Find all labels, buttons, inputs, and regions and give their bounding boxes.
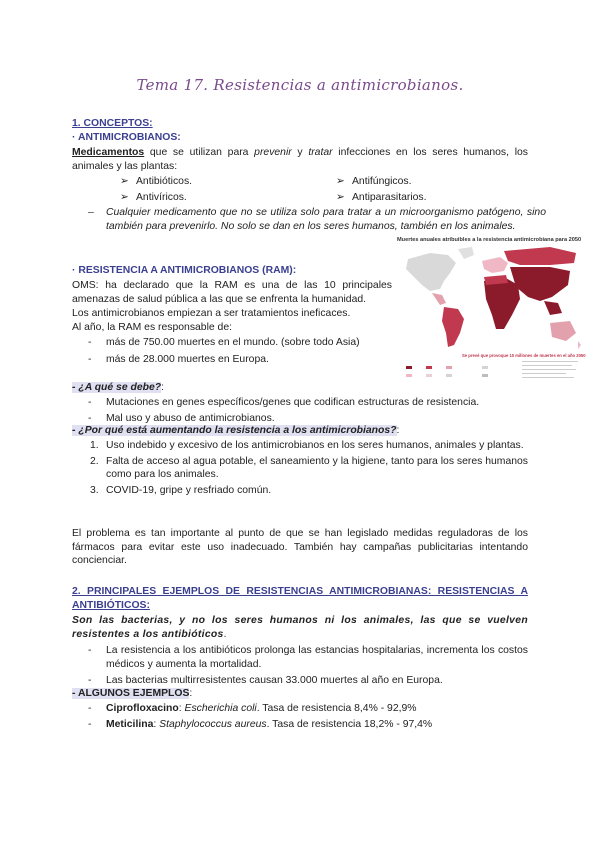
section-2-lead (72, 614, 528, 641)
example-rate: . Tasa de resistencia 8,4% - 92,9% (256, 703, 417, 714)
region-greenland (458, 247, 474, 259)
map-subcaption: Se prevé que provoque 10 millones de muertes en el año 2050 (462, 353, 586, 358)
examples-heading (72, 687, 192, 701)
region-europe (482, 257, 508, 273)
question-increase: - ¿Por qué está aumentando la resistencia a los antimicrobianos?: (72, 425, 400, 436)
type-label: Antifúngicos. (352, 176, 412, 187)
ram-paragraph-2: Los antimicrobianos empiezan a ser tratamientos ineficaces. (72, 308, 351, 319)
examples-colon: : (189, 688, 193, 699)
example-sep: : (153, 718, 160, 730)
page-title: Tema 17. Resistencias a antimicrobianos. (136, 76, 464, 94)
type-label: Antibióticos. (136, 176, 193, 187)
legend-line (522, 365, 572, 366)
arrow-icon: ➢ (120, 176, 129, 187)
ram-paragraph-1: OMS: ha declarado que la RAM es una de las 10 principales amenazas de salud pública a las que se enfrenta la humanidad. (72, 280, 392, 305)
list-item (72, 336, 392, 350)
region-russia (504, 247, 576, 265)
definition-text-a: que se utilizan para (144, 147, 255, 158)
legend-line (522, 377, 574, 378)
subheading-antimicrobianos: · ANTIMICROBIANOS: (72, 132, 181, 143)
legend-swatch (446, 365, 453, 369)
list-item-text: Falta de acceso al agua potable, el saneamiento y la higiene, tanto para los seres humanos como para los animales. (106, 455, 528, 480)
example-item (72, 718, 528, 732)
type-item (336, 191, 427, 205)
legend-swatch (482, 373, 489, 377)
list-item (72, 412, 528, 426)
question-increase-text: - ¿Por qué está aumentando la resistencia a los antimicrobianos? (72, 425, 397, 436)
legend-swatch (406, 365, 413, 369)
legend-swatch (482, 365, 489, 369)
question-why-text: - ¿A qué se debe? (72, 382, 162, 393)
world-map-figure (397, 237, 586, 384)
arrow-icon: ➢ (336, 192, 345, 203)
list-item: 3. COVID-19, gripe y resfriado común. (90, 484, 272, 496)
list-item-text: Mal uso y abuso de antimicrobianos. (106, 412, 275, 424)
ram-list (72, 336, 392, 366)
dash-marker: – (88, 207, 94, 218)
type-label: Antiparasitarios. (352, 192, 427, 203)
legend-line (522, 361, 578, 362)
examples-label: - ALGUNOS EJEMPLOS (72, 688, 190, 699)
example-organism: Escherichia coli (184, 703, 257, 714)
list-item (72, 353, 392, 367)
type-item (336, 175, 412, 189)
region-north-america (406, 253, 456, 291)
list-item (72, 644, 528, 671)
region-australia (550, 321, 576, 341)
arrow-icon: ➢ (336, 176, 345, 187)
section-1-heading: 1. CONCEPTOS: (72, 118, 153, 129)
map-caption: Muertes anuales atribuibles a la resistencia antimicrobiana para 2050 (397, 237, 582, 243)
legend-line (522, 369, 576, 370)
example-organism: Staphylococcus aureus (159, 718, 267, 730)
legend-swatch (446, 373, 453, 377)
section-2-heading: 2. PRINCIPALES EJEMPLOS DE RESISTENCIAS ANTIMICROBIANAS: RESISTENCIAS A ANTIBIÓTICOS: (72, 586, 528, 611)
list-item-text: más de 750.00 muertes en el mundo. (sobre todo Asia) (106, 337, 360, 348)
example-drug: Ciprofloxacino (106, 703, 179, 714)
type-label: Antivíricos. (136, 192, 187, 203)
arrow-icon: ➢ (120, 192, 129, 203)
section-2-list (72, 644, 528, 688)
list-item-text: Uso indebido y excesivo de los antimicrobianos en los seres humanos, animales y plantas. (106, 440, 524, 451)
definition-paragraph (72, 146, 528, 173)
increase-list (72, 439, 528, 497)
section-2-lead-end: . (223, 628, 227, 640)
region-africa (484, 277, 520, 329)
region-central-america (432, 293, 446, 305)
list-item-text: más de 28.000 muertes en Europa. (106, 353, 269, 365)
example-rate: . Tasa de resistencia 18,2% - 97,4% (266, 718, 433, 730)
region-new-zealand (578, 341, 581, 349)
examples-list (72, 702, 528, 731)
list-item-text: Mutaciones en genes específicos/genes que codifican estructuras de resistencia. (106, 397, 480, 408)
list-item-text: Las bacterias multirresistentes causan 33.000 muertes al año en Europa. (106, 675, 443, 686)
legend-line (522, 373, 566, 374)
closing-paragraph: El problema es tan importante al punto de que se han legislado medidas reguladoras de los fármacos para evitar este uso inadecuado. También hay campañas publicitarias intentando concienciar. (72, 528, 528, 566)
section-2-lead-text: Son las bacterias, y no los seres humanos ni los animales, las que se vuelven resistentes a los antibióticos (72, 615, 528, 640)
list-item: 2. Falta de acceso al agua potable, el saneamiento y la higiene, tanto para los seres humanos como para los animales. (90, 455, 528, 480)
why-list (72, 396, 528, 425)
legend-swatch (426, 365, 433, 369)
definition-prevenir: prevenir (254, 147, 292, 158)
definition-tratar: tratar (308, 147, 333, 158)
legend-swatch (406, 373, 413, 377)
definition-term: Medicamentos (72, 147, 145, 158)
list-item-text: La resistencia a los antibióticos prolonga las estancias hospitalarias, incrementa los costos médicos y aumenta la mortalidad. (106, 645, 528, 670)
region-south-america (442, 307, 464, 347)
definition-y: y (291, 147, 309, 158)
ram-paragraph-3: Al año, la RAM es responsable de: (72, 322, 232, 333)
list-item: 1. Uso indebido y excesivo de los antimicrobianos en los seres humanos, animales y plantas. (90, 440, 524, 451)
list-item-text: COVID-19, gripe y resfriado común. (106, 484, 272, 496)
type-item (120, 191, 187, 205)
list-item (72, 396, 528, 410)
question-why: - ¿A qué se debe?: (72, 382, 164, 393)
legend-swatch (426, 373, 433, 377)
subheading-ram: · RESISTENCIA A ANTIMICROBIANOS (RAM): (72, 265, 297, 276)
example-drug: Meticilina (106, 718, 154, 730)
type-item (120, 175, 192, 189)
note-paragraph (88, 206, 546, 233)
definition-text-b: infecciones en los seres humanos, los animales y las plantas: (72, 147, 528, 172)
note-text: Cualquier medicamento que no se utiliza solo para tratar a un microorganismo patógeno, sino también para prevenirlo. No solo se dan en los seres humanos, también en los animales. (106, 207, 546, 232)
example-sep: : (178, 703, 185, 714)
list-item (72, 674, 528, 688)
example-item (72, 702, 528, 716)
region-southeast-asia (544, 301, 562, 315)
